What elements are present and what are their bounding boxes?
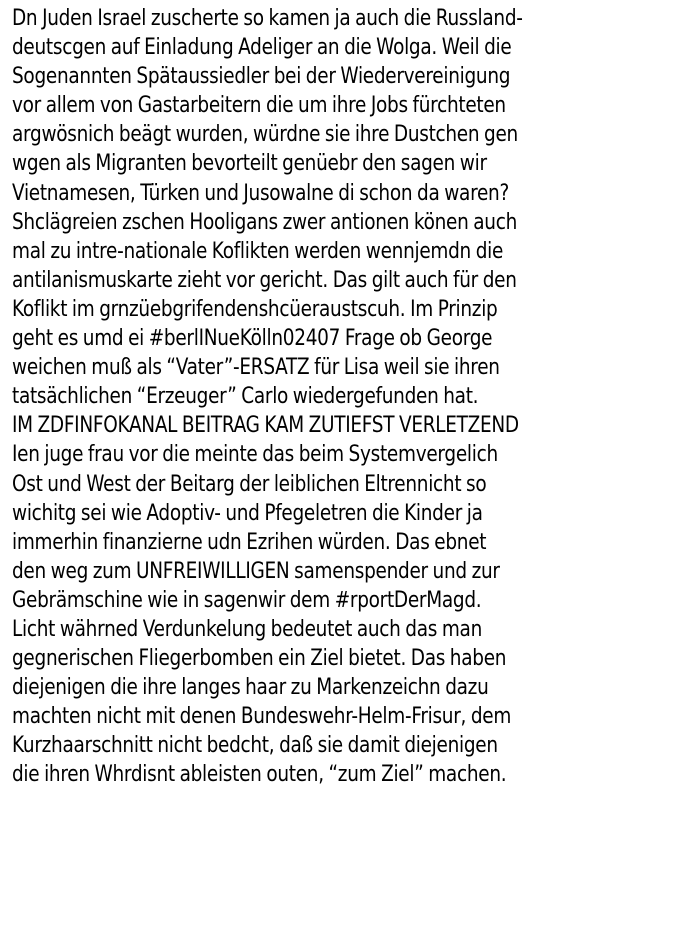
text-line: weichen muß als “Vater”-ERSATZ für Lisa weil sie ihren bbox=[12, 355, 500, 381]
text-line: wichitg sei wie Adoptiv- und Pfegeletren die Kinder ja bbox=[12, 500, 483, 526]
text-line: Licht währned Verdunkelung bedeutet auch das man bbox=[12, 616, 482, 642]
text-line: vor allem von Gastarbeitern die um ihre Jobs fürchteten bbox=[12, 93, 506, 119]
text-line: diejenigen die ihre langes haar zu Markenzeichn dazu bbox=[12, 675, 489, 701]
text-line: argwösnich beägt wurden, würdne sie ihre Dustchen gen bbox=[12, 122, 518, 148]
text-line: Dn Juden Israel zuscherte so kamen ja auch die Russland- bbox=[12, 6, 523, 31]
text-line: Ost und West der Beitarg der leiblichen Eltrennicht so bbox=[12, 471, 487, 497]
text-line: Gebrämschine wie in sagenwir dem #rportDerMagd. bbox=[12, 587, 482, 613]
text-line: die ihren Whrdisnt ableisten outen, “zum Ziel” machen. bbox=[12, 762, 507, 788]
text-line: antilanismuskarte zieht vor gericht. Das gilt auch für den bbox=[12, 267, 517, 293]
text-line: Ien juge frau vor die meinte das beim Systemvergelich bbox=[12, 442, 498, 468]
text-line: Sogenannten Spätaussiedler bei der Wiedervereinigung bbox=[12, 64, 511, 90]
body-text bbox=[12, 4, 684, 790]
text-line: IM ZDFINFOKANAL BEITRAG KAM ZUTIEFST VERLETZEND bbox=[12, 413, 519, 439]
text-line: tatsächlichen “Erzeuger” Carlo wiedergefunden hat. bbox=[12, 384, 479, 410]
text-line: den weg zum UNFREIWILLIGEN samenspender und zur bbox=[12, 558, 500, 584]
text-line: deutscgen auf Einladung Adeliger an die Wolga. Weil die bbox=[12, 35, 512, 61]
text-line: mal zu intre-nationale Koflikten werden wennjemdn die bbox=[12, 238, 504, 264]
text-line: Kurzhaarschnitt nicht bedcht, daß sie damit diejenigen bbox=[12, 733, 498, 759]
text-line: gegnerischen Fliegerbomben ein Ziel bietet. Das haben bbox=[12, 646, 507, 672]
text-line: Koflikt im grnzüebgrifendenshcüeraustscuh. Im Prinzip bbox=[12, 296, 498, 322]
text-line: Shclägreien zschen Hooligans zwer antionen könen auch bbox=[12, 209, 518, 235]
text-line: geht es umd ei #berlINueKölln02407 Frage ob George bbox=[12, 326, 493, 352]
text-line: immerhin finanzierne udn Ezrihen würden. Das ebnet bbox=[12, 529, 487, 555]
text-line: Vietnamesen, Türken und Jusowalne di schon da waren? bbox=[12, 180, 509, 206]
text-line: wgen als Migranten bevorteilt genüebr den sagen wir bbox=[12, 151, 487, 177]
text-line: machten nicht mit denen Bundeswehr-Helm-Frisur, dem bbox=[12, 704, 512, 730]
